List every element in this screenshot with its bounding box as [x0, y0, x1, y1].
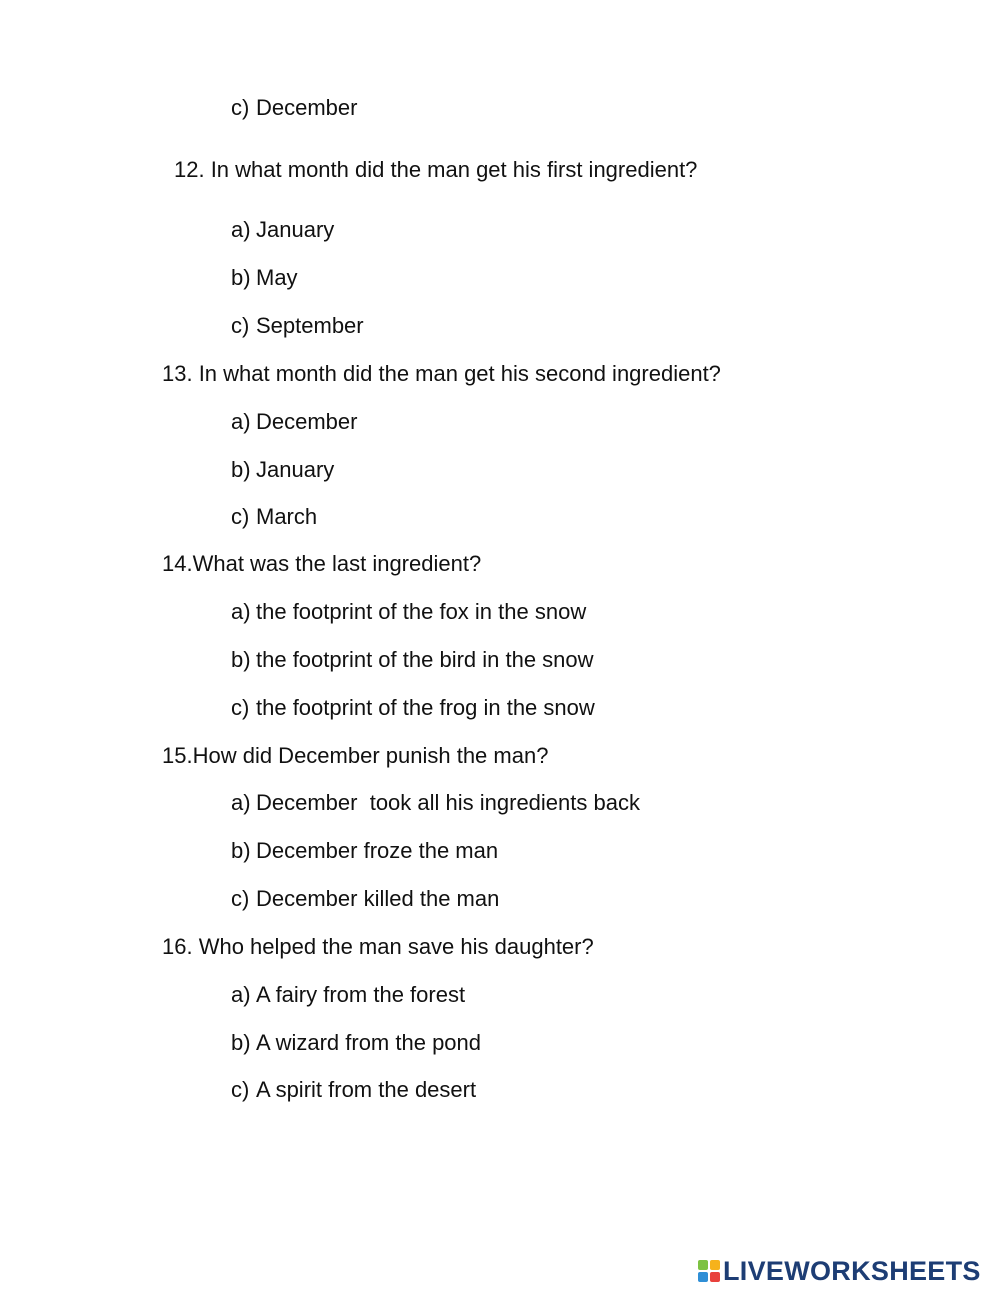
option-label: a) [231, 982, 251, 1007]
answer-option [231, 95, 931, 121]
logo-text: LIVEWORKSHEETS [723, 1255, 981, 1286]
answer-option [231, 217, 931, 243]
answer-option [231, 409, 931, 435]
option-label: c) [231, 886, 250, 911]
option-label: c) [231, 95, 250, 120]
option-label: a) [231, 217, 251, 242]
option-text: the footprint of the bird in the snow [256, 647, 594, 672]
question-text: 14.What was the last ingredient? [162, 551, 482, 576]
option-label: c) [231, 313, 250, 338]
option-label: a) [231, 599, 251, 624]
option-label: b) [231, 647, 251, 672]
option-text: January [256, 217, 335, 242]
answer-option [231, 1030, 931, 1056]
answer-option [231, 504, 931, 530]
option-text: September [256, 313, 364, 338]
option-label: b) [231, 457, 251, 482]
option-text: December [256, 409, 358, 434]
option-text: the footprint of the fox in the snow [256, 599, 587, 624]
option-label: b) [231, 838, 251, 863]
option-label: c) [231, 504, 250, 529]
liveworksheets-logo [698, 1255, 981, 1286]
option-label: b) [231, 1030, 251, 1055]
option-label: a) [231, 790, 251, 815]
option-text: A fairy from the forest [256, 982, 466, 1007]
question-text: 15.How did December punish the man? [162, 743, 549, 768]
option-text: March [256, 504, 318, 529]
answer-option [231, 457, 931, 483]
option-text: A wizard from the pond [256, 1030, 482, 1055]
option-text: December froze the man [256, 838, 499, 863]
option-label: a) [231, 409, 251, 434]
option-text: December took all his ingredients back [256, 790, 640, 815]
answer-option [231, 1077, 931, 1103]
question-text: 16. Who helped the man save his daughter? [162, 934, 594, 959]
answer-option [231, 982, 931, 1008]
option-label: c) [231, 1077, 250, 1102]
live-badge-icon [698, 1260, 720, 1282]
option-text: December [256, 95, 358, 120]
option-text: A spirit from the desert [256, 1077, 477, 1102]
option-text: December killed the man [256, 886, 500, 911]
answer-option [231, 886, 931, 912]
answer-option [231, 313, 931, 339]
option-text: May [256, 265, 298, 290]
question-text: 12. In what month did the man get his first ingredient? [174, 157, 698, 182]
answer-option [231, 647, 931, 673]
answer-option [231, 790, 931, 816]
answer-option [231, 265, 931, 291]
option-text: the footprint of the frog in the snow [256, 695, 595, 720]
answer-option [231, 838, 931, 864]
option-label: c) [231, 695, 250, 720]
question-text: 13. In what month did the man get his second ingredient? [162, 361, 721, 386]
answer-option [231, 695, 931, 721]
answer-option [231, 599, 931, 625]
option-text: January [256, 457, 335, 482]
option-label: b) [231, 265, 251, 290]
